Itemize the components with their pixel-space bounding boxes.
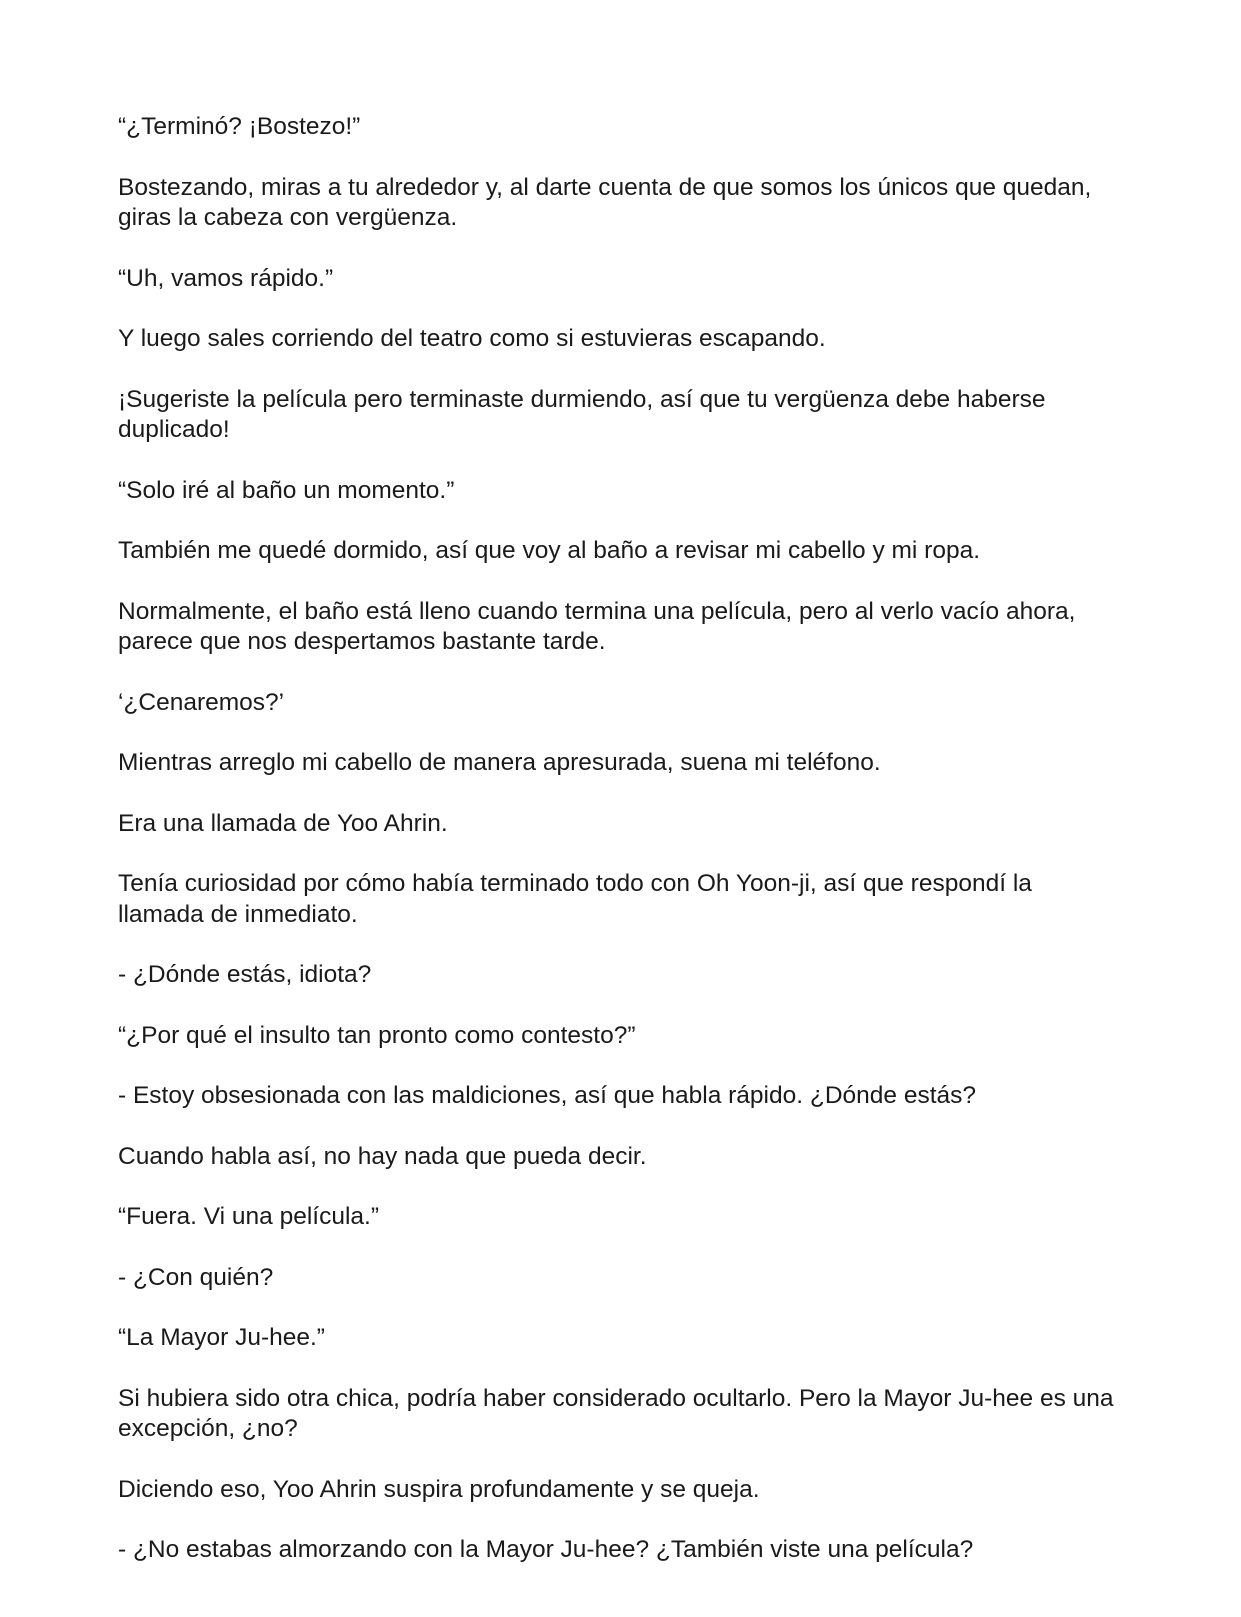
paragraph: - ¿No estabas almorzando con la Mayor Ju-hee? ¿También viste una película? bbox=[118, 1536, 974, 1563]
paragraph: - Estoy obsesionada con las maldiciones, así que habla rápido. ¿Dónde estás? bbox=[118, 1082, 977, 1109]
paragraph: - ¿Con quién? bbox=[118, 1263, 274, 1291]
paragraph: “¿Por qué el insulto tan pronto como contesto?” bbox=[118, 1021, 636, 1049]
paragraph: Cuando habla así, no hay nada que pueda decir. bbox=[118, 1142, 647, 1170]
paragraph: También me quedé dormido, así que voy al baño a revisar mi cabello y mi ropa. bbox=[118, 537, 981, 564]
paragraph: “¿Terminó? ¡Bostezo!” bbox=[118, 113, 361, 140]
paragraph: “Uh, vamos rápido.” bbox=[118, 264, 334, 292]
paragraph: ¡Sugeriste la película pero terminaste durmiendo, así que tu vergüenza debe haberse duplicado! bbox=[118, 385, 1046, 443]
paragraph: ‘¿Cenaremos?’ bbox=[118, 688, 285, 716]
paragraph: Tenía curiosidad por cómo había terminado todo con Oh Yoon-ji, así que respondí la llamada de inmediato. bbox=[118, 870, 1032, 928]
paragraph: Diciendo eso, Yoo Ahrin suspira profundamente y se queja. bbox=[118, 1475, 760, 1503]
paragraph: Era una llamada de Yoo Ahrin. bbox=[118, 809, 448, 837]
text-column bbox=[118, 112, 1118, 1596]
paragraph: Bostezando, miras a tu alrededor y, al darte cuenta de que somos los únicos que quedan, giras la cabeza con vergüenza. bbox=[118, 173, 1092, 231]
paragraph: Y luego sales corriendo del teatro como si estuvieras escapando. bbox=[118, 325, 826, 352]
paragraph: Si hubiera sido otra chica, podría haber considerado ocultarlo. Pero la Mayor Ju-hee es una excepción, ¿no? bbox=[118, 1384, 1114, 1442]
paragraph: Normalmente, el baño está lleno cuando termina una película, pero al verlo vacío ahora, parece que nos despertamos bastante tarde. bbox=[118, 597, 1076, 655]
paragraph: “Solo iré al baño un momento.” bbox=[118, 476, 455, 504]
paragraph: - ¿Dónde estás, idiota? bbox=[118, 961, 372, 988]
paragraph: “La Mayor Ju-hee.” bbox=[118, 1324, 325, 1351]
paragraph: Mientras arreglo mi cabello de manera apresurada, suena mi teléfono. bbox=[118, 749, 881, 776]
paragraph: “Fuera. Vi una película.” bbox=[118, 1203, 380, 1230]
